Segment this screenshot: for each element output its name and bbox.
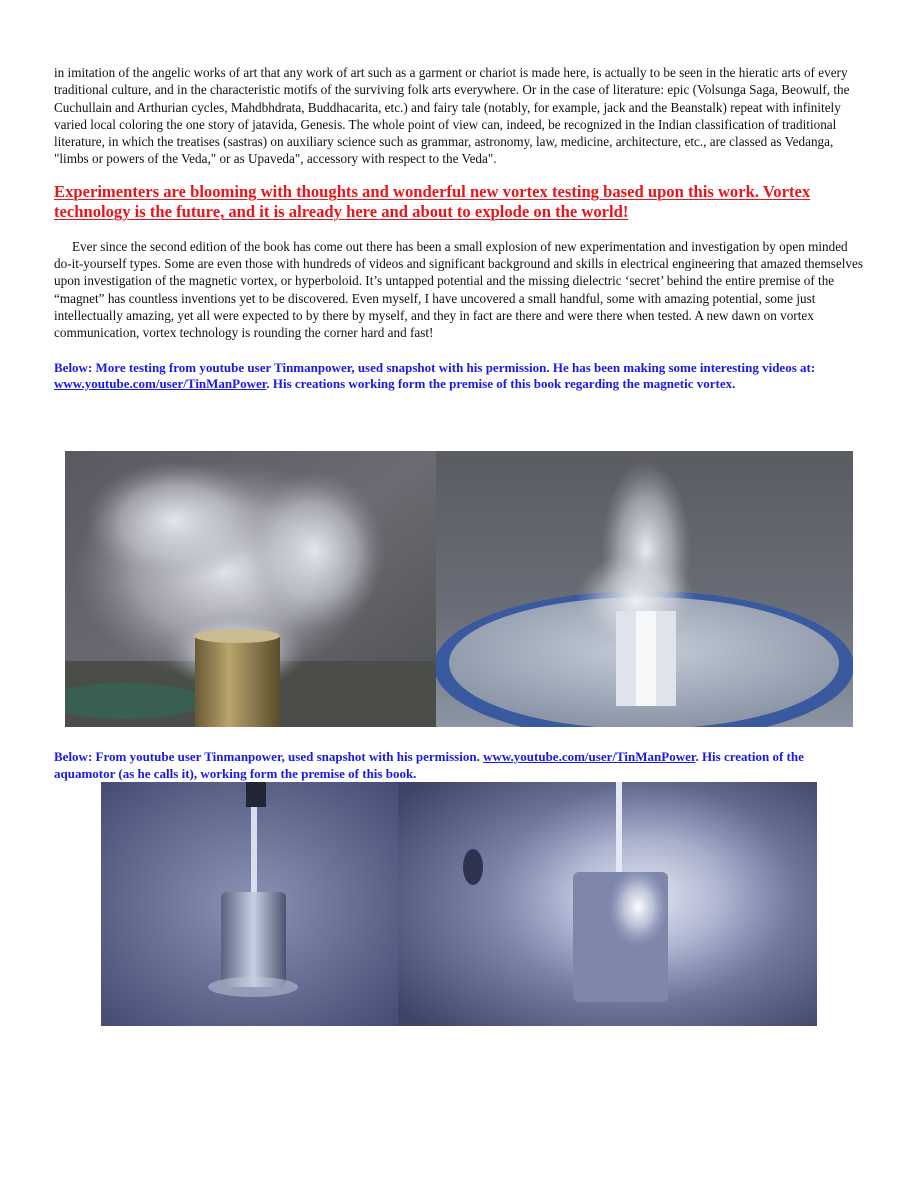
- caption-1-text-before: Below: More testing from youtube user Tinmanpower, used snapshot with his permission. He has been making some interesting videos at:: [54, 359, 816, 375]
- tinmanpower-link-2[interactable]: www.youtube.com/user/TinManPower: [483, 749, 696, 764]
- vortex-photo-right: [436, 451, 853, 727]
- caption-1-text-after: . His creations working form the premise of this book regarding the magnetic vortex.: [266, 376, 736, 392]
- intro-paragraph: in imitation of the angelic works of art that any work of art such as a garment or chariot is made here, is actually to be seen in the hieratic arts of every traditional culture, and in the characteristic motifs of the surviving folk arts everywhere. Or in the case of literature: epic (Volsunga Saga, Beowulf, the Cuchullain and Arthurian cycles, Mahdbhdrata, Buddhacarita, etc.) and fairy tale (notably, for example, jack and the Beanstalk) repeat with infinitely varied local coloring the one story of jatavida, Genesis. The whole point of view can, indeed, be recognized in the Indian classification of traditional literature, in which the treatises (sastras) on auxiliary science such as grammar, astronomy, law, medicine, architecture, etc., are classed as Vedanga, "limbs or powers of the Veda," or as Upaveda", accessory with respect to the Veda".: [54, 65, 850, 167]
- body-paragraph: Ever since the second edition of the book has come out there has been a small explosion of new experimentation and investigation by open minded do-it-yourself types. Some are even those with hundreds of videos and significant background and skills in electrical engineering that amazed themselves upon investigation of the magnetic vortex, or hyperboloid. It’s untapped potential and the missing dielectric ‘secret’ behind the entire premise of the “magnet” has countless inventions yet to be discovered. Even myself, I have uncovered a small handful, some with amazing potential, some just intellectually amazing, yet all were expected to by there by myself, and they in fact are there and were there when tested. A new dawn on vortex communication, vortex technology is rounding the corner hard and fast!: [54, 238, 863, 341]
- document-page: [54, 64, 866, 393]
- aquamotor-photo-right: [398, 782, 817, 1026]
- aquamotor-photo-left: [101, 782, 398, 1026]
- photo-caption-1: [54, 360, 866, 393]
- photo-caption-2: [54, 749, 866, 782]
- caption-2-text-before: Below: From youtube user Tinmanpower, used snapshot with his permission.: [54, 749, 484, 764]
- red-headline: Experimenters are blooming with thoughts and wonderful new vortex testing based upon this work. Vortex technology is the future, and it is already here and about to explode on the world!: [54, 181, 811, 221]
- vortex-photo-left: [65, 451, 436, 727]
- tinmanpower-link-1[interactable]: www.youtube.com/user/TinManPower: [54, 376, 267, 392]
- caption-2-text-after: . His creation of the aquamotor (as he calls it), working form the premise of this book.: [54, 749, 804, 781]
